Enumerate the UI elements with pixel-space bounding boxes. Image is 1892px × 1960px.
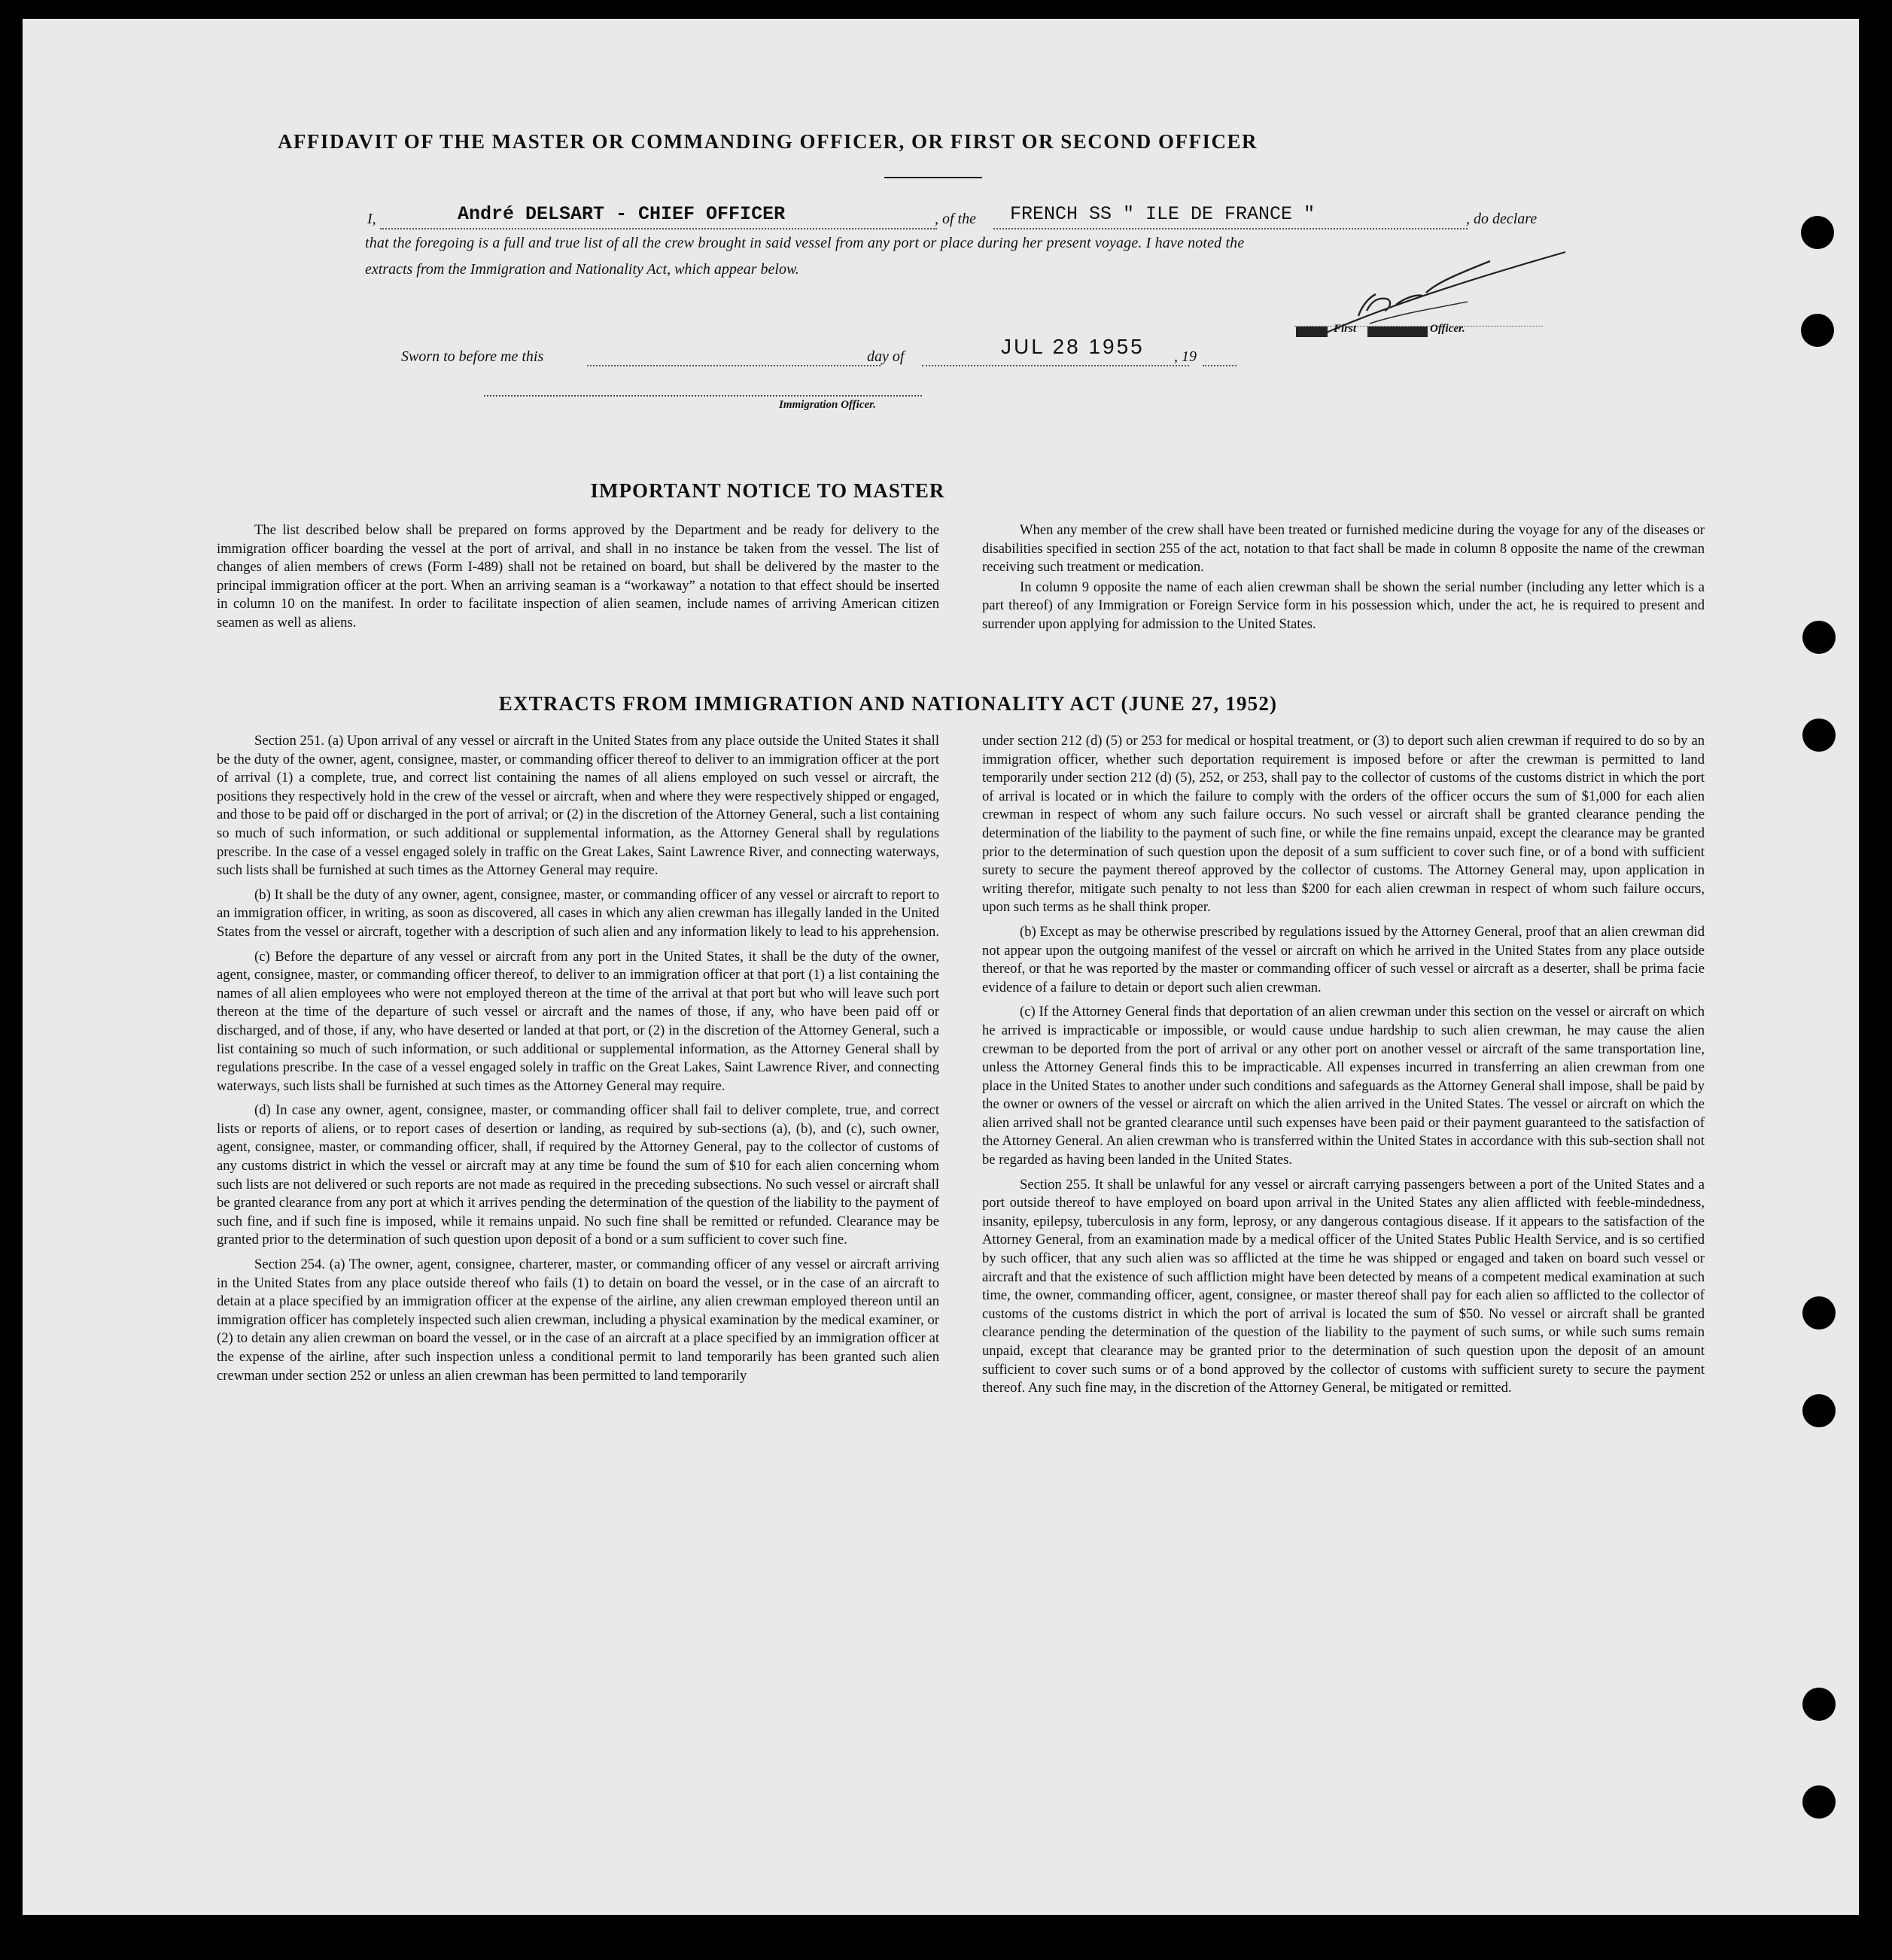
section-251-a: Section 251. (a) Upon arrival of any vessel or aircraft in the United States from any place outside the United States it shall be the duty of the owner, agent, consignee, master, or commanding officer thereof to deliver to an immigration officer at the port of arrival (1) a complete, true, and correct list containing the names of all aliens employed on such vessel or aircraft, the positions they respectively hold in the crew of the vessel or aircraft, when and where they were respectively shipped or engaged, and those to be paid off or discharged in the port of arrival; or (2) in the discretion of the Attorney General, such a list containing so much of such information, or such additional or supplemental information, as the Attorney General shall by regulations prescribe. In the case of a vessel engaged solely in traffic on the Great Lakes, Saint Lawrence River, and connecting waterways, such lists shall be furnished at such times as the Attorney General may require. [217,733,939,879]
extracts-title: EXTRACTS FROM IMMIGRATION AND NATIONALITY ACT (JUNE 27, 1952) [498,692,1278,715]
notice-title: IMPORTANT NOTICE TO MASTER [590,479,945,502]
section-254-c: (c) If the Attorney General finds that deportation of an alien crewman under this section on the vessel or aircraft on which he arrived is impracticable or impossible, or would cause undue hardship to such alien crewman, he may cause the alien crewman to be deported from the port of arrival or any other port on another vessel or aircraft of the same transportation line, unless the Attorney General finds this to be impracticable. All expenses incurred in transferring an alien crewman from one place in the United States to another under such conditions and safeguards as the Attorney General shall impose, shall be paid by the owner or owners of the vessel or aircraft on which the alien arrived in the United States. The vessel or aircraft on which the alien arrived shall not be granted clearance until such expenses have been paid or their payment guaranteed to the satisfaction of the Attorney General. An alien crewman who is transferred within the United States in accordance with this sub-section shall not be regarded as having been landed in the United States. [982,1004,1705,1168]
extracts-left-column [217,732,939,1391]
section-251-d: (d) In case any owner, agent, consignee, master, or commanding officer shall fail to deliver complete, true, and correct lists or reports of aliens, or to report cases of desertion or landing, as required by sub-sections (a), (b), and (c), such owner, agent, consignee, master, or commanding officer, shall, if required by the Attorney General, pay to the collector of customs of any customs district in which the vessel or aircraft may at any time be found the sum of $10 for each alien concerning whom such lists are not delivered or such reports are not made as required in the preceding subsections. No such vessel or aircraft shall be granted clearance from any port at which it arrives pending the determination of the question of the liability to the payment of such fine, and if such fine is imposed, while it remains unpaid. No such fine shall be remitted or refunded. Clearance may be granted prior to the determination of such question upon deposit of a bond or a sum sufficient to cover such fine. [217,1102,939,1248]
sworn-day-underline [587,365,881,366]
notice-left-column [217,521,939,639]
role-suffix: Officer. [1430,323,1465,335]
role-struck-1 [1296,327,1328,337]
binder-hole [1802,621,1836,654]
immigration-officer-line [484,395,922,397]
year-prefix: , 19 [1174,348,1197,365]
binder-hole [1801,314,1834,347]
notice-right-paragraph-1: When any member of the crew shall have been treated or furnished medicine during the voyage for any of the diseases or disabilities specified in section 255 of the act, notation to that fact shall be made in column 8 opposite the name of the crewman receiving such treatment or medication. [982,522,1705,576]
immigration-officer-label: Immigration Officer. [779,399,876,411]
binder-hole [1802,1688,1836,1721]
title-rule [884,177,982,178]
binder-hole [1802,1296,1836,1329]
section-254-a-continued: under section 212 (d) (5) or 253 for medical or hospital treatment, or (3) to deport such alien crewman if required to do so by an immigration officer, whether such deportation requirement is imposed before or after the crewman is permitted to land temporarily under section 212 (d) (5), 252, or 253, shall pay to the collector of customs of the customs district in which the port of arrival is located or in which the failure to comply with the orders of the officer occurs the sum of $1,000 for each alien crewman in respect of whom any such failure occurs. No such vessel or aircraft shall be granted clearance pending the determination of the liability to the payment of such fine, or while the fine remains unpaid, except the clearance may be granted prior to the determination of such question upon the deposit of a sum sufficient to cover such fine, or of a bond with sufficient surety to secure the payment thereof approved by the collector of customs. The Attorney General may, upon application in writing therefor, mitigate such penalty to not less than $200 for each alien crewman in respect of whom such failure occurs, upon such terms as he shall think proper. [982,733,1705,916]
of-the-label: , of the [935,211,976,227]
notice-right-paragraph-2: In column 9 opposite the name of each alien crewman shall be shown the serial number (including any letter which is a part thereof) of any Immigration or Foreign Service form in his possession which, under the act, he is required to present and surrender upon applying for admission to the United States. [982,579,1705,632]
binder-hole [1801,216,1834,249]
notice-right-column [982,521,1705,640]
date-stamp: JUL 28 1955 [1001,335,1145,358]
document-page [23,19,1859,1915]
binder-hole [1802,719,1836,752]
affidavit-title: AFFIDAVIT OF THE MASTER OR COMMANDING OFFICER, OR FIRST OR SECOND OFFICER [277,130,1258,153]
day-of-label: day of [867,348,905,365]
declarant-name: André DELSART - CHIEF OFFICER [458,203,786,225]
binder-hole [1802,1394,1836,1427]
do-declare-label: , do declare [1466,211,1538,227]
sworn-year-underline [1203,365,1236,366]
vessel-underline [993,228,1468,229]
role-struck-2 [1367,327,1428,337]
section-254-a: Section 254. (a) The owner, agent, consignee, charterer, master, or commanding officer of any vessel or aircraft arriving in the United States from any place outside thereof who fails (1) to detain on board the vessel, or in the case of an aircraft to detain at a place specified by an immigration officer at the expense of the airline, any alien crewman employed thereon until an immigration officer has completely inspected such alien crewman, including a physical examination by the medical examiner, or (2) to detain any alien crewman on board the vessel, or in the case of an aircraft at a place specified by an immigration officer at the expense of the airline, after such inspection unless a conditional permit to land temporarily has been granted such alien crewman under section 252 or unless an alien crewman has been permitted to land temporarily [217,1257,939,1384]
declaration-prefix: I, [367,211,376,227]
section-255: Section 255. It shall be unlawful for any vessel or aircraft carrying passengers between a port of the United States and a port outside thereof to have employed on board upon arrival in the United States any alien afflicted with feeble-mindedness, insanity, epilepsy, tuberculosis in any form, leprosy, or any dangerous contagious disease. If it appears to the satisfaction of the Attorney General, from an examination made by a medical officer of the United States Public Health Service, and is so certified by such officer, that any such alien was so afflicted at the time he was shipped or engaged and taken on board such vessel or aircraft and that the existence of such affliction might have been detected by means of a competent medical examination at such time, the owner, commanding officer, agent, consignee, or master thereof shall pay for each alien so afflicted to the collector of customs of the customs district in which the port of arrival is located the sum of $50. No vessel or aircraft shall be granted clearance pending the determination of the question of the liability to the payment of such sums, or while such sums remain unpaid, except that clearance may be granted prior to the determination of such question upon the deposit of an amount sufficient to cover such sums or of a bond approved by the collector of customs with sufficient surety to secure the payment thereof. Any such fine may, in the discretion of the Attorney General, be mitigated or remitted. [982,1176,1705,1396]
declaration-line-2: that the foregoing is a full and true list of all the crew brought in said vessel from any port or place during her present voyage. I have noted the [365,235,1245,251]
vessel-name: FRENCH SS " ILE DE FRANCE " [1010,203,1316,225]
notice-left-paragraph: The list described below shall be prepared on forms approved by the Department and be ready for delivery to the immigration officer boarding the vessel at the port of arrival, and shall in no instance be taken from the vessel. The list of changes of alien members of crews (Form I-489) shall not be retained on board, but shall be delivered by the master to the principal immigration officer at the port. When an arriving seaman is a “workaway” a notation to that effect should be inserted in column 10 on the manifest. In order to facilitate inspection of alien seamen, include names of arriving American citizen seamen as well as aliens. [217,522,939,631]
binder-hole [1802,1785,1836,1819]
section-251-c: (c) Before the departure of any vessel or aircraft from any port in the United States, it shall be the duty of the owner, agent, consignee, master, or commanding officer thereof, to deliver to an immigration officer at that port (1) a list containing the names of all alien employees who were not employed thereon at the time of the arrival at that port but who will leave such port thereon at the time of the departure of such vessel or aircraft and the names of those, if any, who have been paid off or discharged, and of those, if any, who have deserted or landed at that port, or (2) in the discretion of the Attorney General, such a list containing so much of such information, or such additional or supplemental information, as the Attorney General shall by regulations prescribe. In the case of a vessel engaged solely in traffic on the Great Lakes, Saint Lawrence River, and connecting waterways, such lists shall be furnished at such times as the Attorney General may require. [217,948,939,1094]
name-underline [380,228,937,229]
sworn-month-underline [922,365,1189,366]
section-254-b: (b) Except as may be otherwise prescribed by regulations issued by the Attorney General, proof that an alien crewman did not appear upon the outgoing manifest of the vessel or aircraft on which he arrived in the United States from any place outside thereof, or that he was reported by the master or commanding officer of such vessel or aircraft as a deserter, shall be prima facie evidence of a failure to detain or deport such alien crewman. [982,923,1705,995]
section-251-b: (b) It shall be the duty of any owner, agent, consignee, master, or commanding officer of any vessel or aircraft to report to an immigration officer, in writing, as soon as discovered, all cases in which any alien crewman has illegally landed in the United States from the vessel or aircraft, together with a description of such alien and any information likely to lead to his apprehension. [217,886,939,940]
extracts-right-column [982,732,1705,1404]
declaration-line-3: extracts from the Immigration and Nationality Act, which appear below. [365,261,799,278]
sworn-label: Sworn to before me this [401,348,544,365]
role-label: First [1334,323,1357,335]
